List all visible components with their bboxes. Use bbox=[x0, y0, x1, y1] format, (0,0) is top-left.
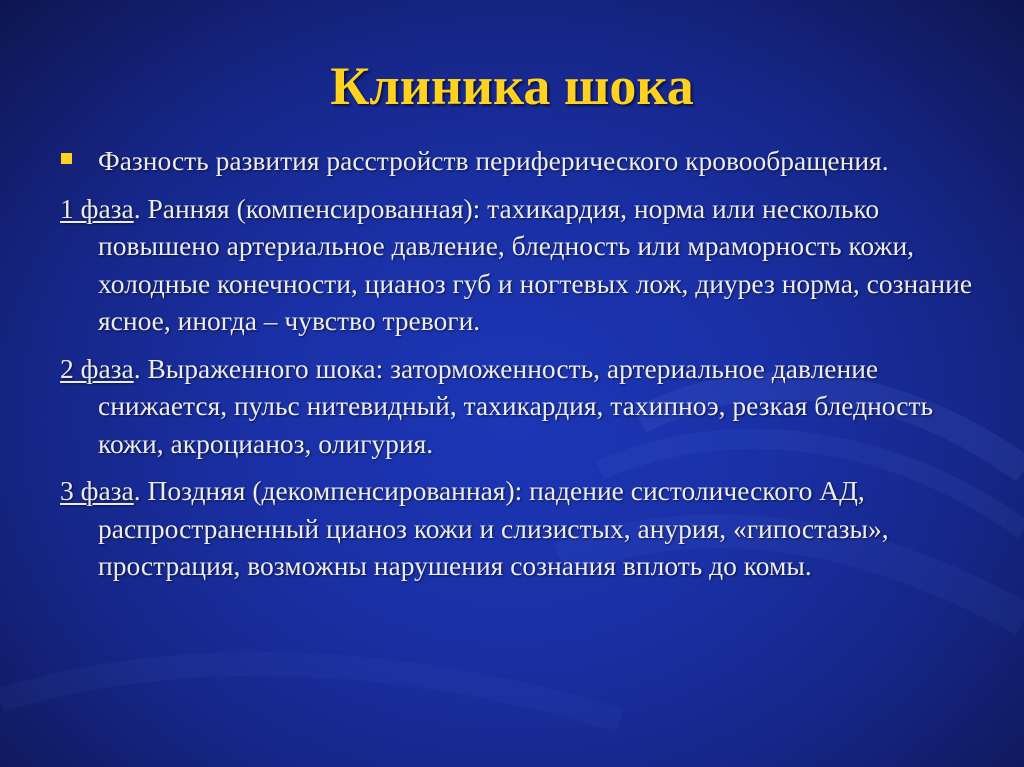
square-bullet-icon bbox=[61, 153, 72, 164]
phase-3-paragraph bbox=[60, 472, 1000, 585]
bullet-item bbox=[60, 142, 1000, 180]
phase-3-label: 3 фаза bbox=[60, 475, 134, 506]
slide-content bbox=[60, 142, 1000, 595]
slide-title: Клиника шока bbox=[330, 56, 694, 116]
phase-1-paragraph bbox=[60, 190, 1000, 340]
bullet-text: Фазность развития расстройств периферического кровообращения. bbox=[98, 145, 889, 176]
phase-2-label: 2 фаза bbox=[60, 352, 134, 384]
phase-1-text: . Ранняя (компенсированная): тахикардия, норма или несколько повышено артериальное давление, бледность или мраморность кожи, холодные конечности, цианоз губ и ногтевых лож, диурез норма, сознание ясное, иногда – чувство тревоги. bbox=[98, 192, 973, 336]
phase-1-label: 1 фаза bbox=[60, 192, 134, 224]
phase-2-paragraph bbox=[60, 350, 1000, 463]
phase-2-text: . Выраженного шока: заторможенность, артериальное давление снижается, пульс нитевидный, тахикардия, тахипноэ, резкая бледность кожи, акроцианоз, олигурия. bbox=[98, 352, 934, 459]
phase-3-text: . Поздняя (декомпенсированная): падение систолического АД, распространенный цианоз кожи и слизистых, анурия, «гипостазы», прострация, возможны нарушения сознания вплоть до комы. bbox=[98, 475, 889, 581]
